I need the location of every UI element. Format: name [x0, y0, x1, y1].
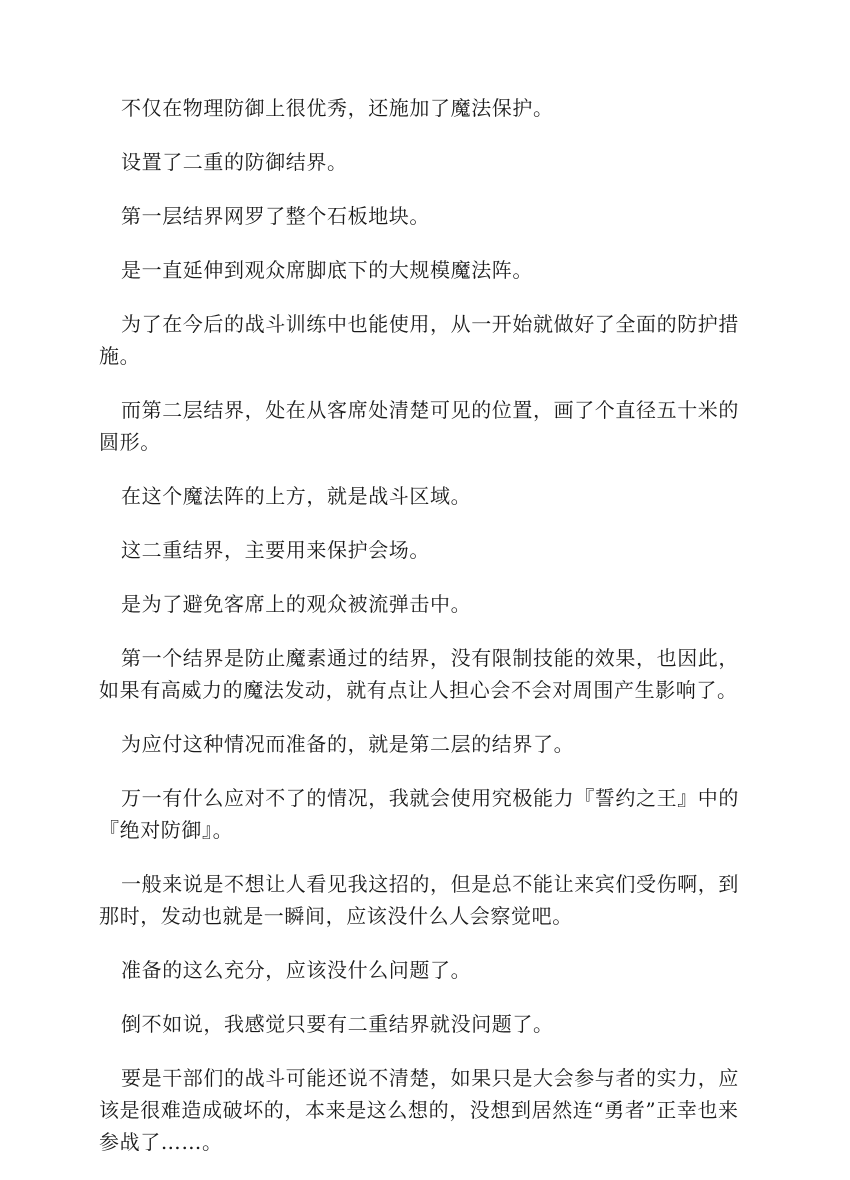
paragraph: 为应付这种情况而准备的，就是第二层的结界了。: [121, 732, 575, 756]
paragraph: 第一个结界是防止魔素通过的结界，没有限制技能的效果，也因此，如果有高威力的魔法发动，就有点让人担心会不会对周围产生影响了。: [99, 646, 739, 702]
paragraph: 要是干部们的战斗可能还说不清楚，如果只是大会参与者的实力，应该是很难造成破坏的，本来是这么想的，没想到居然连“勇者”正幸也来参战了……。: [99, 1066, 739, 1154]
paragraph: 是一直延伸到观众席脚底下的大规模魔法阵。: [121, 258, 533, 282]
paragraph: 设置了二重的防御结界。: [121, 150, 348, 174]
paragraph: 第一层结界网罗了整个石板地块。: [121, 204, 430, 228]
paragraph: 而第二层结界，处在从客席处清楚可见的位置，画了个直径五十米的圆形。: [99, 398, 739, 454]
paragraph: 不仅在物理防御上很优秀，还施加了魔法保护。: [121, 96, 554, 120]
paragraph: 万一有什么应对不了的情况，我就会使用究极能力『誓约之王』中的『绝对防御』。: [99, 786, 739, 842]
paragraph: 为了在今后的战斗训练中也能使用，从一开始就做好了全面的防护措施。: [99, 312, 739, 368]
paragraph: 这二重结界，主要用来保护会场。: [121, 538, 430, 562]
paragraph: 是为了避免客席上的观众被流弹击中。: [121, 592, 472, 616]
paragraph: 在这个魔法阵的上方，就是战斗区域。: [121, 484, 472, 508]
paragraph: 一般来说是不想让人看见我这招的，但是总不能让来宾们受伤啊，到那时，发动也就是一瞬间，应该没什么人会察觉吧。: [99, 872, 739, 928]
body-text: [99, 92, 759, 1180]
paragraph: 准备的这么充分，应该没什么问题了。: [121, 958, 472, 982]
paragraph: 倒不如说，我感觉只要有二重结界就没问题了。: [121, 1012, 554, 1036]
